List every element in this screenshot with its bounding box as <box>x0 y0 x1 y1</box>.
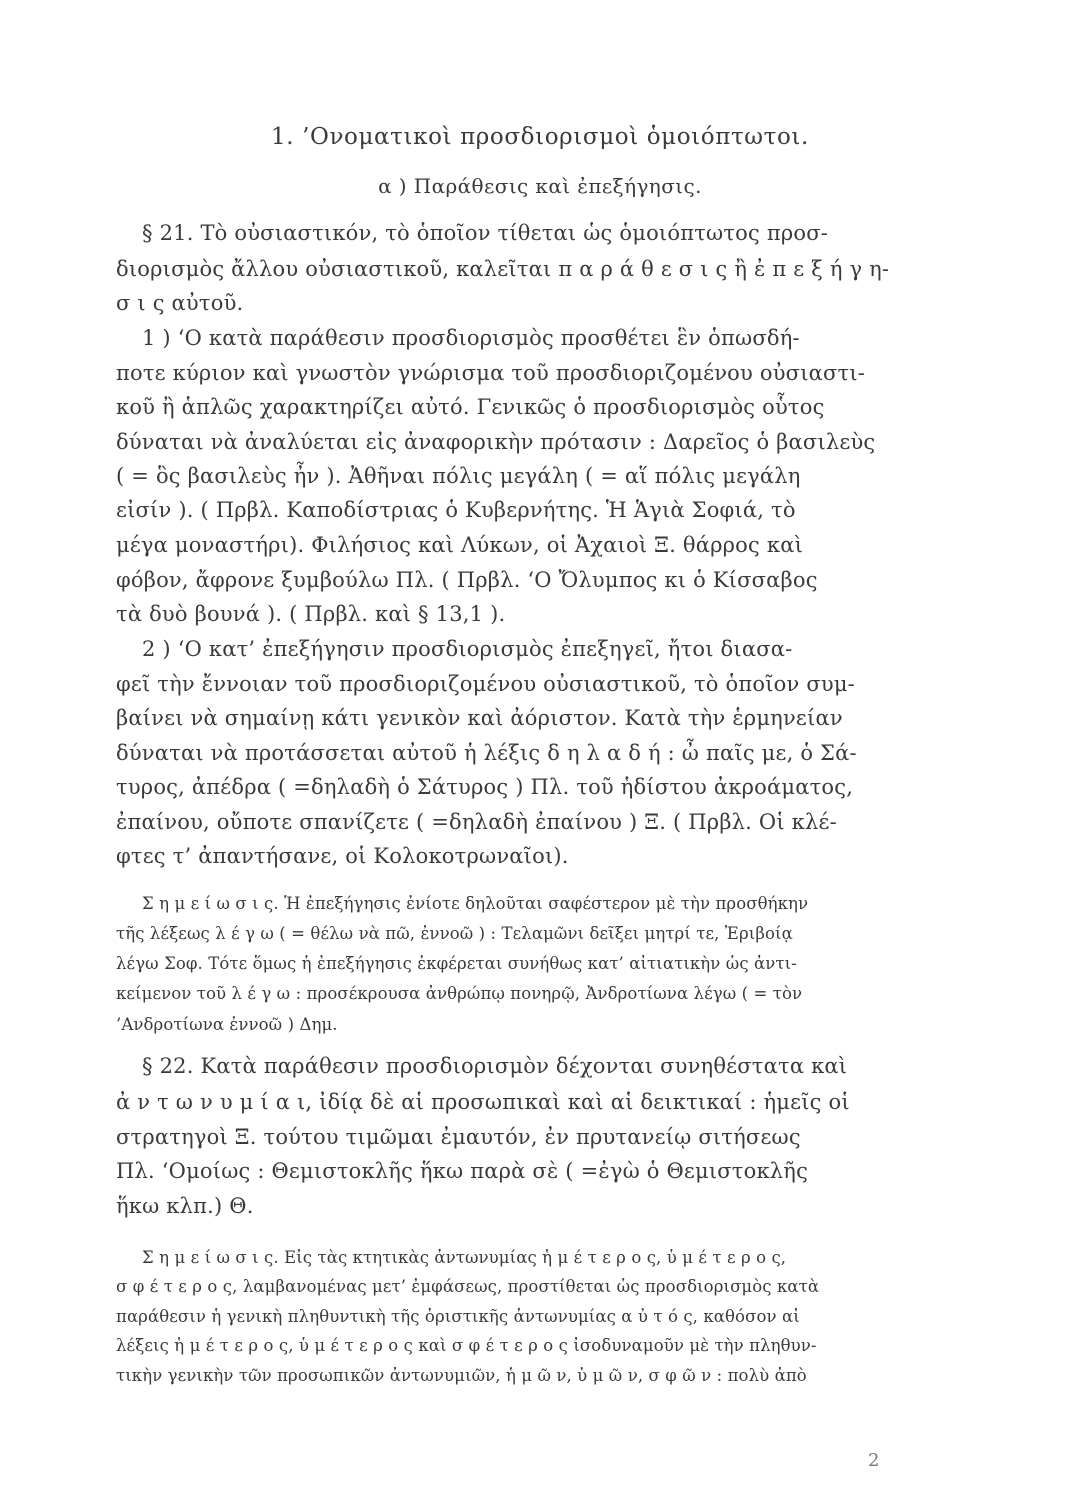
text-line: φεῖ τὴν ἔννοιαν τοῦ προσδιοριζομένου οὐσιαστικοῦ, τὸ ὁποῖον συμ- <box>116 672 855 696</box>
text-line: Πλ. ‘Ομοίως : Θεμιστοκλῆς ἥκω παρὰ σὲ ( =ἐγὼ ὁ Θεμιστοκλῆς <box>116 1159 809 1183</box>
note-line: λέγω Σοφ. Τότε ὅμως ἡ ἐπεξήγησις ἐκφέρεται συνήθως κατ’ αἰτιατικὴν ὡς ἀντι- <box>116 954 797 973</box>
note-line: ’Ανδροτίωνα ἐννοῶ ) Δημ. <box>116 1015 338 1034</box>
text-line: τὰ δυὸ βουνά ). ( Πρβλ. καὶ § 13,1 ). <box>116 602 506 626</box>
text-line: ποτε κύριον καὶ γνωστὸν γνώρισμα τοῦ προσδιοριζομένου οὐσιαστι- <box>116 361 866 385</box>
note-line: παράθεσιν ἡ γενικὴ πληθυντικὴ τῆς ὁριστικῆς ἀντωνυμίας α ὐ τ ό ς, καθόσον αἱ <box>116 1307 800 1326</box>
text-line: 1 ) ‘Ο κατὰ παράθεσιν προσδιορισμὸς προσθέτει ἓν ὁπωσδή- <box>142 326 800 350</box>
text-line: βαίνει νὰ σημαίνῃ κάτι γενικὸν καὶ ἀόριστον. Κατὰ τὴν ἑρμηνείαν <box>116 706 843 730</box>
text-line: σ ι ς αὐτοῦ. <box>116 291 244 315</box>
text-line: κοῦ ἢ ἁπλῶς χαρακτηρίζει αὐτό. Γενικῶς ὁ προσδιορισμὸς οὗτος <box>116 395 825 419</box>
text-line: ἥκω κλπ.) Θ. <box>116 1194 254 1218</box>
note-line: λέξεις ἡ μ έ τ ε ρ ο ς, ὑ μ έ τ ε ρ ο ς καὶ σ φ έ τ ε ρ ο ς ἰσοδυναμοῦν μὲ τὴν πληθυν- <box>116 1336 817 1355</box>
note-line: Σ η μ ε ί ω σ ι ς. Εἰς τὰς κτητικὰς ἀντωνυμίας ἡ μ έ τ ε ρ ο ς, ὑ μ έ τ ε ρ ο ς, <box>142 1248 787 1267</box>
text-line: ( = ὃς βασιλεὺς ἦν ). Ἀθῆναι πόλις μεγάλη ( = αἵ πόλις μεγάλη <box>116 464 801 488</box>
text-line: δύναται νὰ ἀναλύεται εἰς ἀναφορικὴν πρότασιν : Δαρεῖος ὁ βασιλεὺς <box>116 430 876 454</box>
chapter-heading: 1. ’Ονοματικοὶ προσδιορισμοὶ ὁμοιόπτωτοι. <box>271 124 809 150</box>
note-line: κείμενον τοῦ λ έ γ ω : προσέκρουσα ἀνθρώπῳ πονηρῷ, Ἀνδροτίωνα λέγω ( = τὸν <box>116 984 803 1003</box>
note-line: σ φ έ τ ε ρ ο ς, λαμβανομένας μετ’ ἐμφάσεως, προστίθεται ὡς προσδιορισμὸς κατὰ <box>116 1277 820 1296</box>
text-line: § 21. Τὸ οὐσιαστικόν, τὸ ὁποῖον τίθεται ὡς ὁμοιόπτωτος προσ- <box>142 221 829 245</box>
note-line: τῆς λέξεως λ έ γ ω ( = θέλω νὰ πῶ, ἐννοῶ ) : Τελαμῶνι δεῖξει μητρί τε, Ἐριβοίᾳ <box>116 924 793 943</box>
subsection-heading: α ) Παράθεσις καὶ ἐπεξήγησις. <box>378 174 702 198</box>
text-line: μέγα μοναστήρι). Φιλήσιος καὶ Λύκων, οἱ Ἀχαιοὶ Ξ. θάρρος καὶ <box>116 533 804 557</box>
text-line: τυρος, ἀπέδρα ( =δηλαδὴ ὁ Σάτυρος ) Πλ. τοῦ ἡδίστου ἀκροάματος, <box>116 775 854 799</box>
text-line: 2 ) ‘Ο κατ’ ἐπεξήγησιν προσδιορισμὸς ἐπεξηγεῖ, ἤτοι διασα- <box>142 637 793 661</box>
text-line: ἀ ν τ ω ν υ μ ί α ι, ἰδίᾳ δὲ αἱ προσωπικαὶ καὶ αἱ δεικτικαί : ἡμεῖς οἱ <box>116 1090 850 1114</box>
text-line: δύναται νὰ προτάσσεται αὐτοῦ ἡ λέξις δ η λ α δ ή : ὦ παῖς με, ὁ Σά- <box>116 741 857 765</box>
text-line: φόβον, ἄφρονε ξυμβούλω Πλ. ( Πρβλ. ‘Ο Ὄλυμπος κι ὁ Κίσσαβος <box>116 568 818 592</box>
text-line: διορισμὸς ἄλλου οὐσιαστικοῦ, καλεῖται π α ρ ά θ ε σ ι ς ἢ ἐ π ε ξ ή γ η- <box>116 257 890 281</box>
text-line: εἰσίν ). ( Πρβλ. Καποδίστριας ὁ Κυβερνήτης. Ἡ Ἁγιὰ Σοφιά, τὸ <box>116 498 796 522</box>
page-number: 2 <box>868 1450 880 1471</box>
note-line: Σ η μ ε ί ω σ ι ς. Ἡ ἐπεξήγησις ἐνίοτε δηλοῦται σαφέστερον μὲ τὴν προσθήκην <box>142 894 809 913</box>
note-line: τικὴν γενικὴν τῶν προσωπικῶν ἀντωνυμιῶν, ἡ μ ῶ ν, ὑ μ ῶ ν, σ φ ῶ ν : πολὺ ἀπὸ <box>116 1366 807 1385</box>
text-line: φτες τ’ ἀπαντήσανε, οἱ Κολοκοτρωναῖοι). <box>116 844 569 868</box>
text-line: στρατηγοὶ Ξ. τούτου τιμῶμαι ἐμαυτόν, ἐν πρυτανείῳ σιτήσεως <box>116 1125 801 1149</box>
text-line: § 22. Κατὰ παράθεσιν προσδιορισμὸν δέχονται συνηθέστατα καὶ <box>142 1054 848 1078</box>
text-line: ἐπαίνου, οὔποτε σπανίζετε ( =δηλαδὴ ἐπαίνου ) Ξ. ( Πρβλ. Οἱ κλέ- <box>116 810 837 834</box>
